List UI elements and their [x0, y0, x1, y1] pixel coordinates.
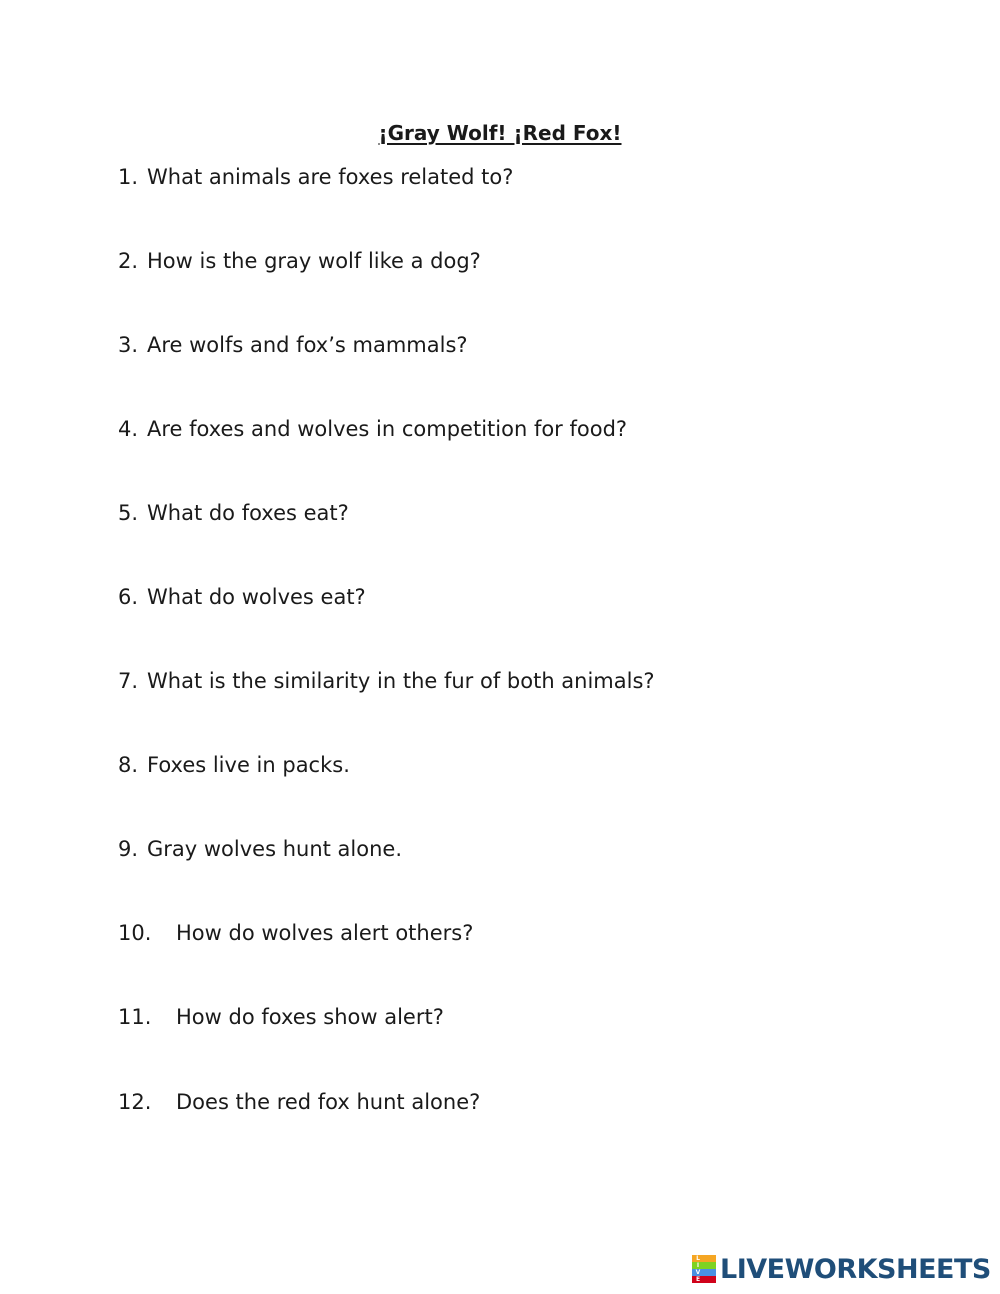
- question-text: Gray wolves hunt alone.: [147, 837, 402, 861]
- question-5: [118, 500, 349, 526]
- question-number: 12.: [118, 1090, 152, 1114]
- question-9: [118, 836, 402, 862]
- question-number: 6.: [118, 585, 139, 609]
- question-number: 5.: [118, 501, 139, 525]
- question-text: Does the red fox hunt alone?: [176, 1090, 481, 1114]
- question-number: 10.: [118, 921, 152, 945]
- question-7: [118, 668, 655, 694]
- question-text: Are wolfs and fox’s mammals?: [147, 333, 468, 357]
- worksheet-title: ¡Gray Wolf! ¡Red Fox!: [378, 121, 622, 145]
- question-number: 11.: [118, 1005, 152, 1029]
- question-text: What is the similarity in the fur of both animals?: [147, 669, 655, 693]
- question-text: What animals are foxes related to?: [147, 165, 514, 189]
- question-1: [118, 164, 513, 190]
- question-number: 4.: [118, 417, 139, 441]
- question-text: What do foxes eat?: [147, 501, 349, 525]
- question-2: [118, 248, 481, 274]
- question-number: 2.: [118, 249, 139, 273]
- question-6: [118, 584, 366, 610]
- question-text: What do wolves eat?: [147, 585, 366, 609]
- question-text: How do foxes show alert?: [176, 1005, 444, 1029]
- question-3: [118, 332, 468, 358]
- question-11: [118, 1004, 444, 1030]
- question-8: [118, 752, 350, 778]
- question-text: Foxes live in packs.: [147, 753, 350, 777]
- question-10: [118, 920, 473, 946]
- question-12: [118, 1089, 480, 1115]
- liveworksheets-logo: [692, 1254, 991, 1284]
- question-text: How is the gray wolf like a dog?: [147, 249, 481, 273]
- logo-text: LIVEWORKSHEETS: [720, 1253, 991, 1285]
- question-number: 3.: [118, 333, 139, 357]
- question-text: How do wolves alert others?: [176, 921, 474, 945]
- question-number: 7.: [118, 669, 139, 693]
- question-number: 8.: [118, 753, 139, 777]
- question-number: 1.: [118, 165, 139, 189]
- question-4: [118, 416, 627, 442]
- logo-mark-icon: L I V E: [692, 1255, 716, 1283]
- question-number: 9.: [118, 837, 139, 861]
- question-text: Are foxes and wolves in competition for food?: [147, 417, 628, 441]
